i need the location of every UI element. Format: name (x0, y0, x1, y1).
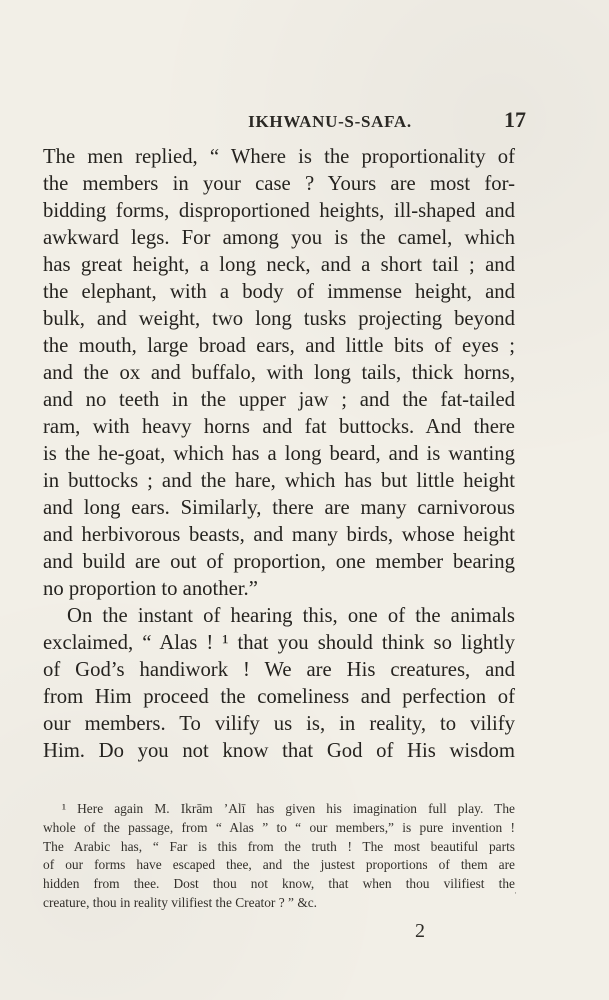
text-line: our members. To vilify us is, in reality, to vilify (43, 713, 515, 735)
footnote-line: of our forms have escaped thee, and the justest proportions of them are (43, 857, 515, 873)
text-line: The men replied, “ Where is the proportionality of (43, 146, 515, 168)
text-line: no proportion to another.” (43, 578, 258, 600)
signature-mark: 2 (415, 920, 425, 942)
footnote-line: ¹ Here again M. Ikrām ’Alī has given his imagination full play. The (62, 801, 515, 816)
text-line: and herbivorous beasts, and many birds, whose height (43, 524, 515, 546)
text-line: in buttocks ; and the hare, which has but little height (43, 470, 515, 492)
footnote-line: The Arabic has, “ Far is this from the truth ! The most beautiful parts (43, 838, 515, 854)
text-line: of God’s handiwork ! We are His creatures, and (43, 659, 515, 681)
main-text (43, 144, 515, 765)
paper-speck-icon: · (514, 888, 517, 898)
footnote-line: creature, thou in reality vilifiest the Creator ? ” &c. (43, 894, 318, 910)
text-line: from Him proceed the comeliness and perfection of (43, 686, 515, 708)
text-line: and the ox and buffalo, with long tails, thick horns, (43, 362, 515, 384)
text-line: the mouth, large broad ears, and little bits of eyes ; (43, 335, 515, 357)
text-line: ram, with heavy horns and fat buttocks. And there (43, 416, 515, 438)
text-line: and long ears. Similarly, there are many carnivorous (43, 497, 515, 519)
text-line: is the he-goat, which has a long beard, and is wanting (43, 443, 515, 465)
text-line: the members in your case ? Yours are most for- (43, 173, 515, 195)
text-line: bidding forms, disproportioned heights, ill-shaped and (43, 200, 515, 222)
footnote-line: hidden from thee. Dost thou not know, that when thou vilifiest the (43, 876, 515, 892)
footnotes (43, 800, 515, 913)
footnote-line: whole of the passage, from “ Alas ” to “ our members,” is pure invention ! (43, 819, 515, 835)
text-line: exclaimed, “ Alas ! ¹ that you should think so lightly (43, 632, 515, 654)
text-line: awkward legs. For among you is the camel, which (43, 227, 515, 249)
running-header (0, 108, 609, 138)
text-line: has great height, a long neck, and a short tail ; and (43, 254, 515, 276)
text-line: Him. Do you not know that God of His wisdom (43, 740, 515, 762)
text-line: the elephant, with a body of immense height, and (43, 281, 515, 303)
text-line: and no teeth in the upper jaw ; and the fat-tailed (43, 389, 515, 411)
paragraph-start-line: On the instant of hearing this, one of the animals (67, 605, 515, 627)
text-line: bulk, and weight, two long tusks projecting beyond (43, 308, 515, 330)
text-line: and build are out of proportion, one member bearing (43, 551, 515, 573)
running-title: IKHWANU-S-SAFA. (248, 112, 412, 131)
page-number: 17 (504, 107, 526, 132)
